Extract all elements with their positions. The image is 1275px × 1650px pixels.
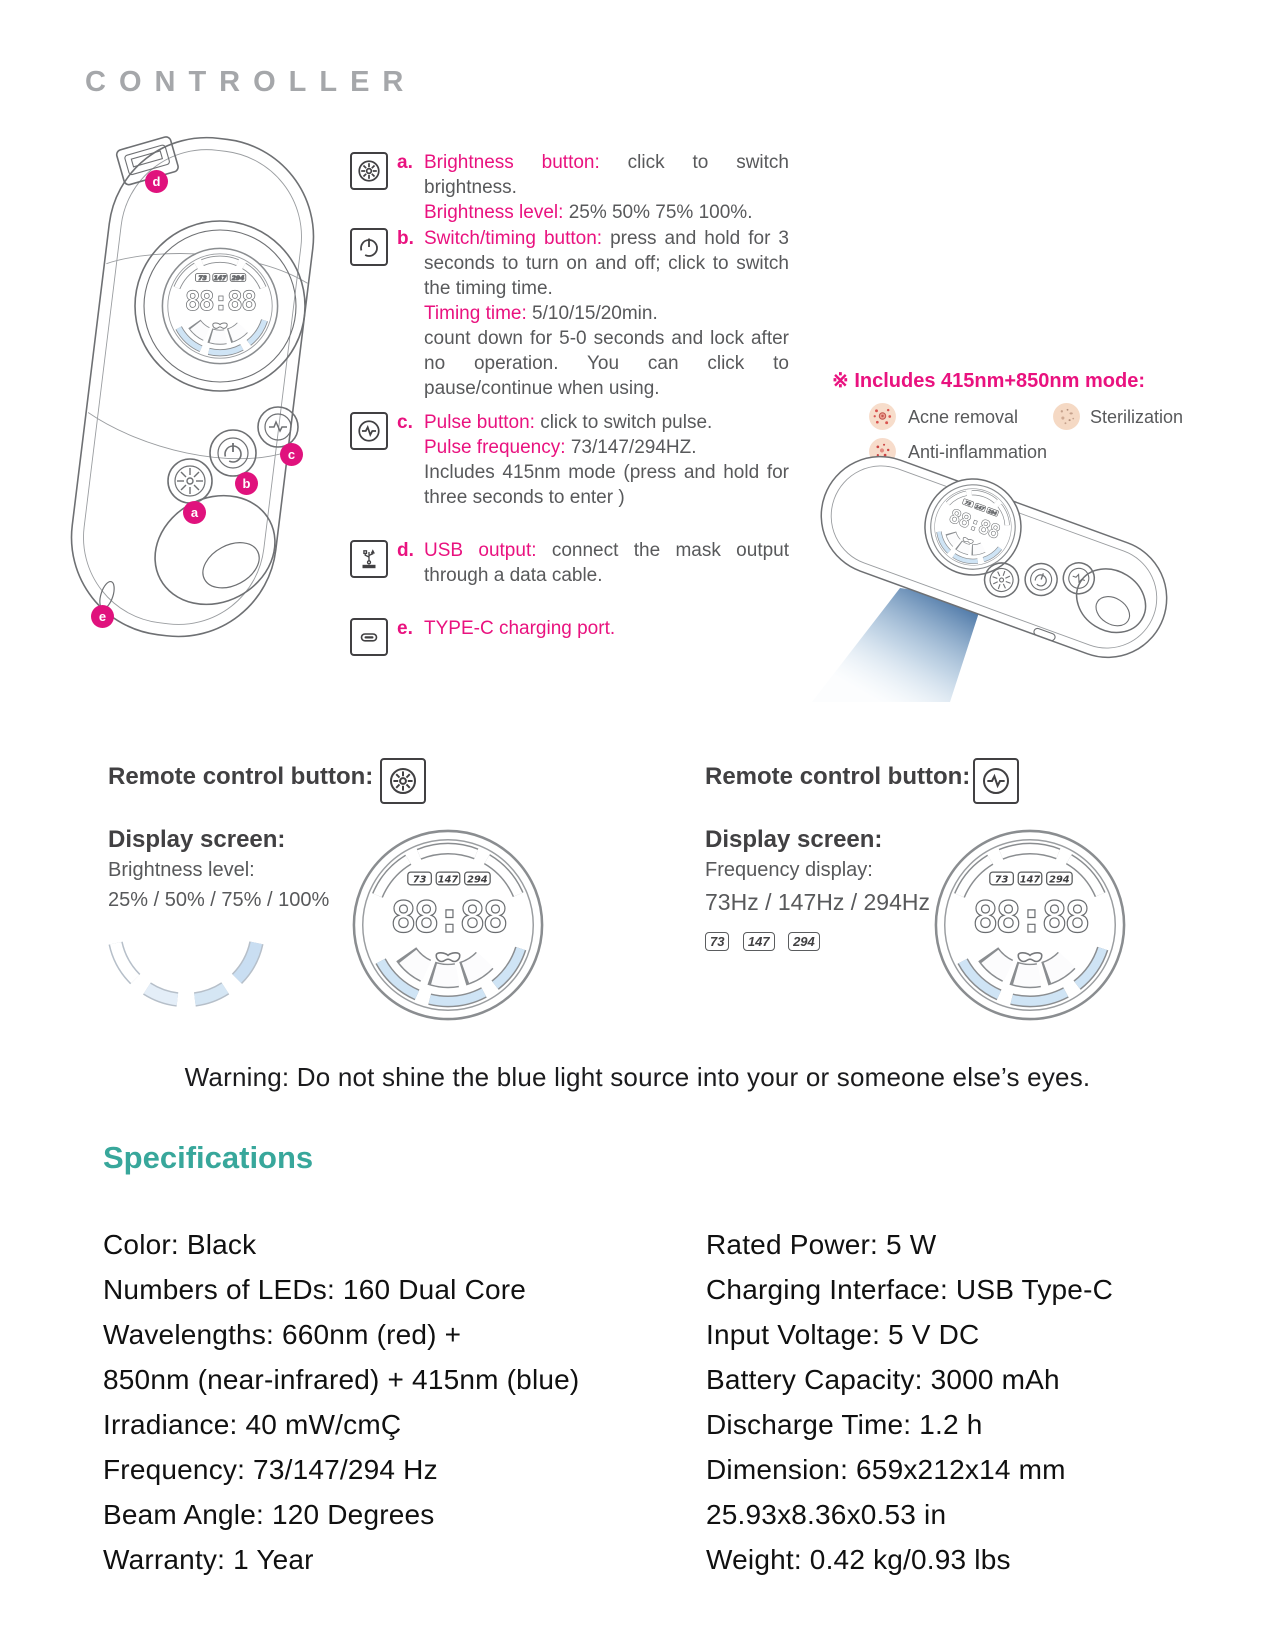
- remote-button-heading-left: Remote control button:: [108, 763, 374, 790]
- spec-warranty: Warranty: 1 Year: [103, 1544, 314, 1575]
- legend-text-a: [397, 150, 789, 225]
- spec-color: Color: Black: [103, 1229, 257, 1260]
- remote-button-heading-right: Remote control button:: [705, 763, 971, 790]
- legend-id: b.: [397, 228, 414, 249]
- spec-wavelengths-2: 850nm (near-infrared) + 415nm (blue): [103, 1364, 580, 1395]
- usb-icon: [350, 540, 388, 578]
- brightness-icon: [350, 152, 388, 190]
- legend-desc: click to switch pulse.: [540, 412, 713, 433]
- sterilization-icon: [1052, 402, 1081, 431]
- spec-irradiance: Irradiance: 40 mW/cmÇ: [103, 1409, 402, 1440]
- legend-subdesc: 5/10/15/20min.: [532, 303, 658, 324]
- legend-text-b: [397, 226, 789, 401]
- controller-line-drawing: [50, 125, 340, 650]
- legend-sublabel: Pulse frequency:: [424, 437, 566, 458]
- typec-icon: [350, 618, 388, 656]
- display-screen-graphic-left: [350, 827, 546, 1023]
- pin-c: c: [280, 443, 303, 466]
- legend-extra: count down for 5-0 seconds and lock after no operation. You can click to pause/continue when using.: [424, 328, 789, 399]
- frequency-badges: [705, 932, 829, 951]
- legend-label: Switch/timing button:: [424, 228, 603, 249]
- brightness-icon: [380, 758, 426, 804]
- spec-leds: Numbers of LEDs: 160 Dual Core: [103, 1274, 527, 1305]
- legend-sublabel: Timing time:: [424, 303, 527, 324]
- acne-removal-icon: [868, 402, 897, 431]
- pulse-icon: [350, 412, 388, 450]
- legend-id: a.: [397, 152, 413, 173]
- brightness-level-values: 25% / 50% / 75% / 100%: [108, 889, 330, 911]
- legend-text-e: [397, 616, 789, 641]
- legend-id: e.: [397, 618, 413, 639]
- pulse-icon: [973, 758, 1019, 804]
- badge-147: 147: [743, 932, 775, 951]
- pin-d: d: [145, 170, 168, 193]
- legend-text-d: [397, 538, 789, 588]
- controller-beam-drawing: [795, 440, 1190, 715]
- brightness-level-label: Brightness level:: [108, 859, 255, 881]
- legend-label: USB output:: [424, 540, 537, 561]
- pin-a: a: [183, 501, 206, 524]
- specs-left-column: [103, 1222, 663, 1582]
- legend-id: c.: [397, 412, 413, 433]
- spec-wavelengths-1: Wavelengths: 660nm (red) +: [103, 1319, 462, 1350]
- spec-battery-capacity: Battery Capacity: 3000 mAh: [706, 1364, 1060, 1395]
- mode-item-sterilization: Sterilization: [1090, 407, 1184, 427]
- spec-frequency: Frequency: 73/147/294 Hz: [103, 1454, 438, 1485]
- spec-charging-interface: Charging Interface: USB Type-C: [706, 1274, 1114, 1305]
- frequency-values: 73Hz / 147Hz / 294Hz: [705, 889, 931, 915]
- specifications-heading: Specifications: [103, 1140, 314, 1175]
- legend-label: TYPE-C charging port.: [424, 618, 616, 639]
- mode-heading: ※ Includes 415nm+850nm mode:: [832, 370, 1145, 392]
- legend-subdesc: 25% 50% 75% 100%.: [568, 202, 753, 223]
- specs-right-column: [706, 1222, 1246, 1582]
- power-icon: [350, 228, 388, 266]
- badge-73: 73: [705, 932, 729, 951]
- pin-b: b: [235, 472, 258, 495]
- legend-extra: Includes 415nm mode (press and hold for three seconds to enter ): [424, 462, 789, 508]
- mode-item-anti-inflammation: Anti-inflammation: [908, 442, 1048, 462]
- spec-input-voltage: Input Voltage: 5 V DC: [706, 1319, 980, 1350]
- mode-item-acne: Acne removal: [908, 407, 1019, 427]
- legend-text-c: [397, 410, 789, 510]
- display-screen-graphic-right: [932, 827, 1128, 1023]
- spec-discharge-time: Discharge Time: 1.2 h: [706, 1409, 983, 1440]
- legend-label: Pulse button:: [424, 412, 535, 433]
- spec-rated-power: Rated Power: 5 W: [706, 1229, 937, 1260]
- legend-id: d.: [397, 540, 414, 561]
- display-screen-heading-right: Display screen:: [705, 826, 883, 853]
- legend-label: Brightness button:: [424, 152, 600, 173]
- legend-subdesc: 73/147/294HZ.: [570, 437, 697, 458]
- legend-desc: connect the mask output through a data cable.: [424, 540, 790, 586]
- legend-desc: press and hold for 3 seconds to turn on and off; click to switch the timing time.: [424, 228, 789, 299]
- brightness-arcs-graphic: [100, 922, 272, 1014]
- display-screen-heading-left: Display screen:: [108, 826, 286, 853]
- spec-dimension-in: 25.93x8.36x0.53 in: [706, 1499, 947, 1530]
- legend-desc: click to switch brightness.: [424, 152, 790, 198]
- spec-dimension-mm: Dimension: 659x212x14 mm: [706, 1454, 1066, 1485]
- pin-e: e: [91, 605, 114, 628]
- warning-text: Warning: Do not shine the blue light source into your or someone else’s eyes.: [184, 1062, 1091, 1092]
- page-title: CONTROLLER: [85, 66, 417, 98]
- spec-beam-angle: Beam Angle: 120 Degrees: [103, 1499, 435, 1530]
- legend-sublabel: Brightness level:: [424, 202, 564, 223]
- frequency-display-label: Frequency display:: [705, 859, 873, 881]
- badge-294: 294: [788, 932, 820, 951]
- spec-weight: Weight: 0.42 kg/0.93 lbs: [706, 1544, 1011, 1575]
